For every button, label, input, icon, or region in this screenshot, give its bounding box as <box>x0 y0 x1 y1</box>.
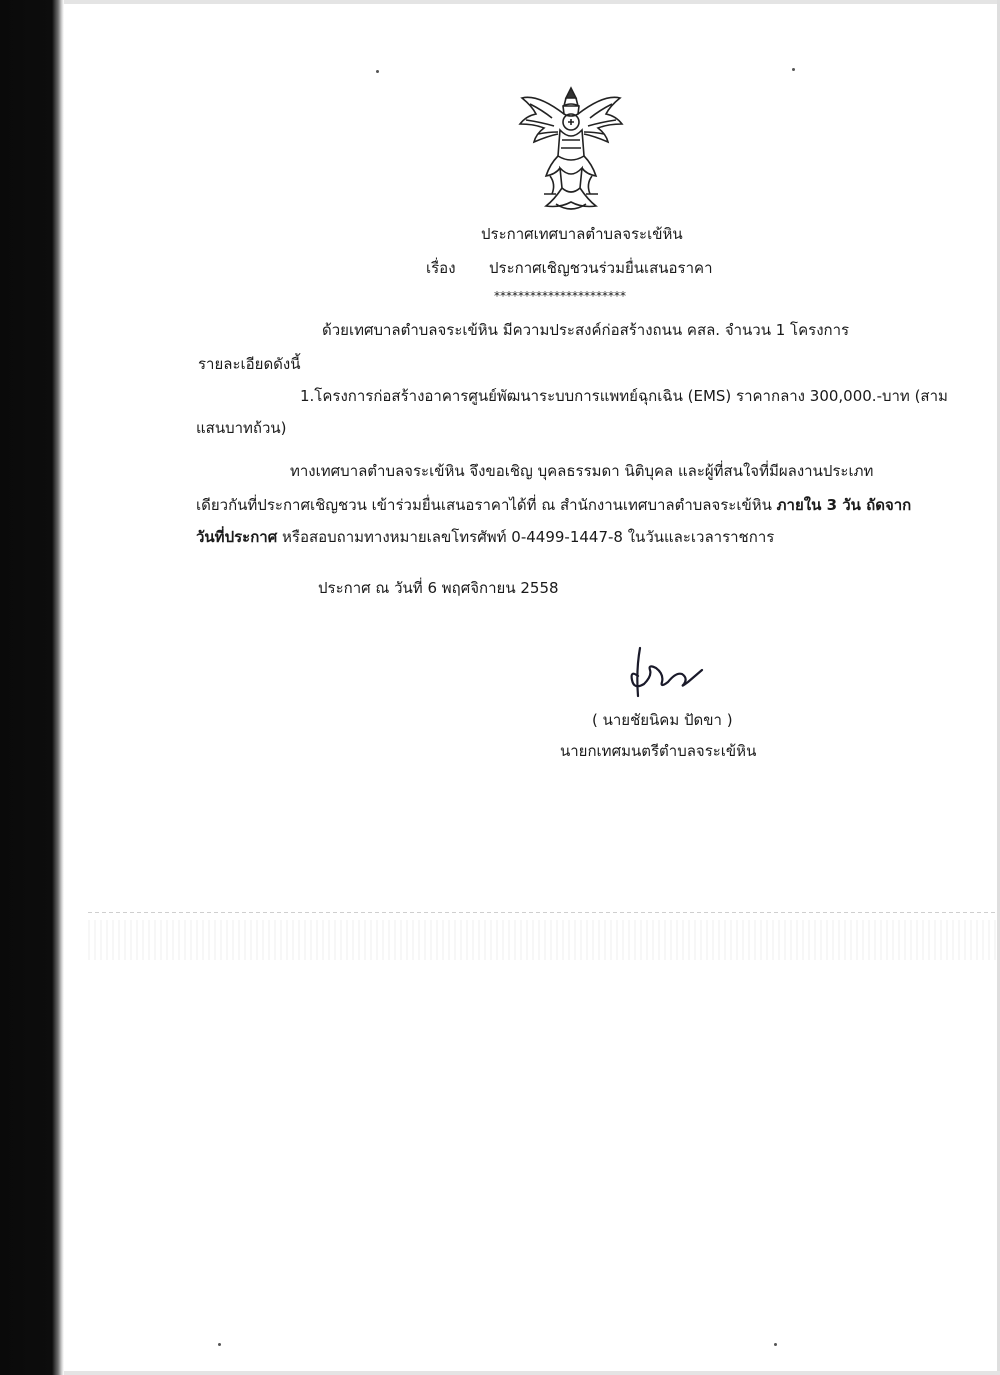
scan-speck <box>792 68 795 71</box>
scan-dark-edge <box>0 0 64 1375</box>
scan-speck <box>218 1343 221 1346</box>
fold-line <box>88 912 996 913</box>
para2-deadline-text: ภายใน 3 วัน ถัดจาก <box>776 496 912 514</box>
garuda-emblem-icon <box>516 84 626 216</box>
para2-line3 <box>196 527 774 547</box>
para2-contact-text: หรือสอบถามทางหมายเลขโทรศัพท์ 0-4499-1447-8 ในวันและเวลาราชการ <box>277 528 775 546</box>
scan-fold-shadow <box>88 920 996 960</box>
para1-line1: ด้วยเทศบาลตำบลจระเข้หิน มีความประสงค์ก่อสร้างถนน คสล. จำนวน 1 โครงการ <box>322 321 850 339</box>
item1-line1: 1.โครงการก่อสร้างอาคารศูนย์พัฒนาระบบการแพทย์ฉุกเฉิน (EMS) ราคากลาง 300,000.-บาท (สาม <box>300 387 948 405</box>
para2-line2 <box>196 495 911 515</box>
scan-speck <box>376 70 379 73</box>
item1-line2: แสนบาทถ้วน) <box>196 419 287 437</box>
subject-label: เรื่อง <box>426 259 456 277</box>
para2-announce-date-text: วันที่ประกาศ <box>196 528 278 546</box>
handwritten-signature <box>626 640 708 710</box>
scan-speck <box>774 1343 777 1346</box>
signatory-name: ( นายชัยนิคม ปัดขา ) <box>592 711 733 729</box>
subject-text: ประกาศเชิญชวนร่วมยื่นเสนอราคา <box>489 259 713 277</box>
para2-line2-text: เดียวกันที่ประกาศเชิญชวน เข้าร่วมยื่นเสนอราคาได้ที่ ณ สำนักงานเทศบาลตำบลจระเข้หิน <box>196 496 777 514</box>
para2-line1: ทางเทศบาลตำบลจระเข้หิน จึงขอเชิญ บุคลธรรมดา นิติบุคล และผู้ที่สนใจที่มีผลงานประเภท <box>290 462 874 480</box>
page-edge-top <box>64 0 1000 4</box>
header-separator: ********************** <box>494 289 626 303</box>
announcement-date: ประกาศ ณ วันที่ 6 พฤศจิกายน 2558 <box>318 579 559 597</box>
page-edge-bottom <box>64 1371 1000 1375</box>
issuer-title: ประกาศเทศบาลตำบลจระเข้หิน <box>481 225 683 243</box>
para1-line2: รายละเอียดดังนี้ <box>198 355 301 373</box>
signatory-position: นายกเทศมนตรีตำบลจระเข้หิน <box>560 742 757 760</box>
